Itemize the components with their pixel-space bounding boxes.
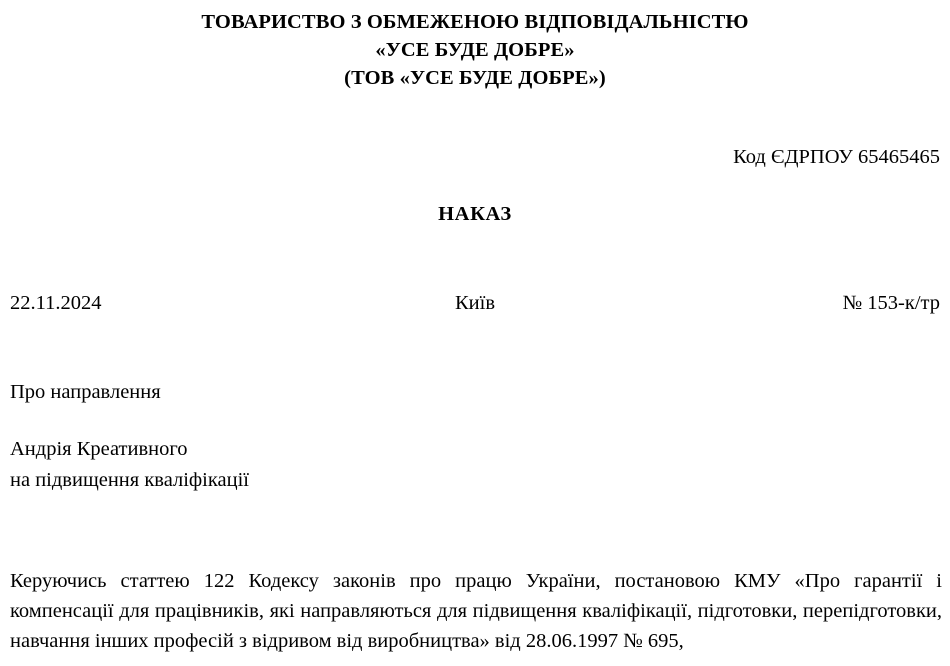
subject-line-2: Андрія Креативного	[10, 438, 188, 460]
document-subject	[8, 377, 942, 496]
document-meta-row	[8, 292, 942, 315]
organization-header	[8, 0, 942, 92]
subject-spacer	[10, 408, 942, 434]
subject-line-3: на підвищення кваліфікації	[10, 469, 249, 491]
document-city: Київ	[454, 292, 496, 314]
document-body	[8, 566, 942, 656]
body-paragraph-1: Керуючись статтею 122 Кодексу законів про працю України, постановою КМУ «Про гарантії і компенсації для працівників, які направляються для підвищення кваліфікації, підготовки, перепідготовки, навчання інших професій з відривом від виробництва» від 28.06.1997 № 695,	[10, 570, 942, 652]
organization-short-name: (ТОВ «УСЕ БУДЕ ДОБРЕ»)	[344, 67, 606, 89]
organization-name-line-2: «УСЕ БУДЕ ДОБРЕ»	[375, 39, 575, 61]
edrpou-code: Код ЄДРПОУ 65465465	[733, 146, 940, 168]
document-number: № 153-к/тр	[842, 292, 940, 314]
organization-name-line-1: ТОВАРИСТВО З ОБМЕЖЕНОЮ ВІДПОВІДАЛЬНІСТЮ	[201, 11, 749, 33]
document-type-title: НАКАЗ	[438, 203, 512, 225]
document-date: 22.11.2024	[10, 292, 102, 314]
subject-line-1: Про направлення	[10, 381, 161, 403]
